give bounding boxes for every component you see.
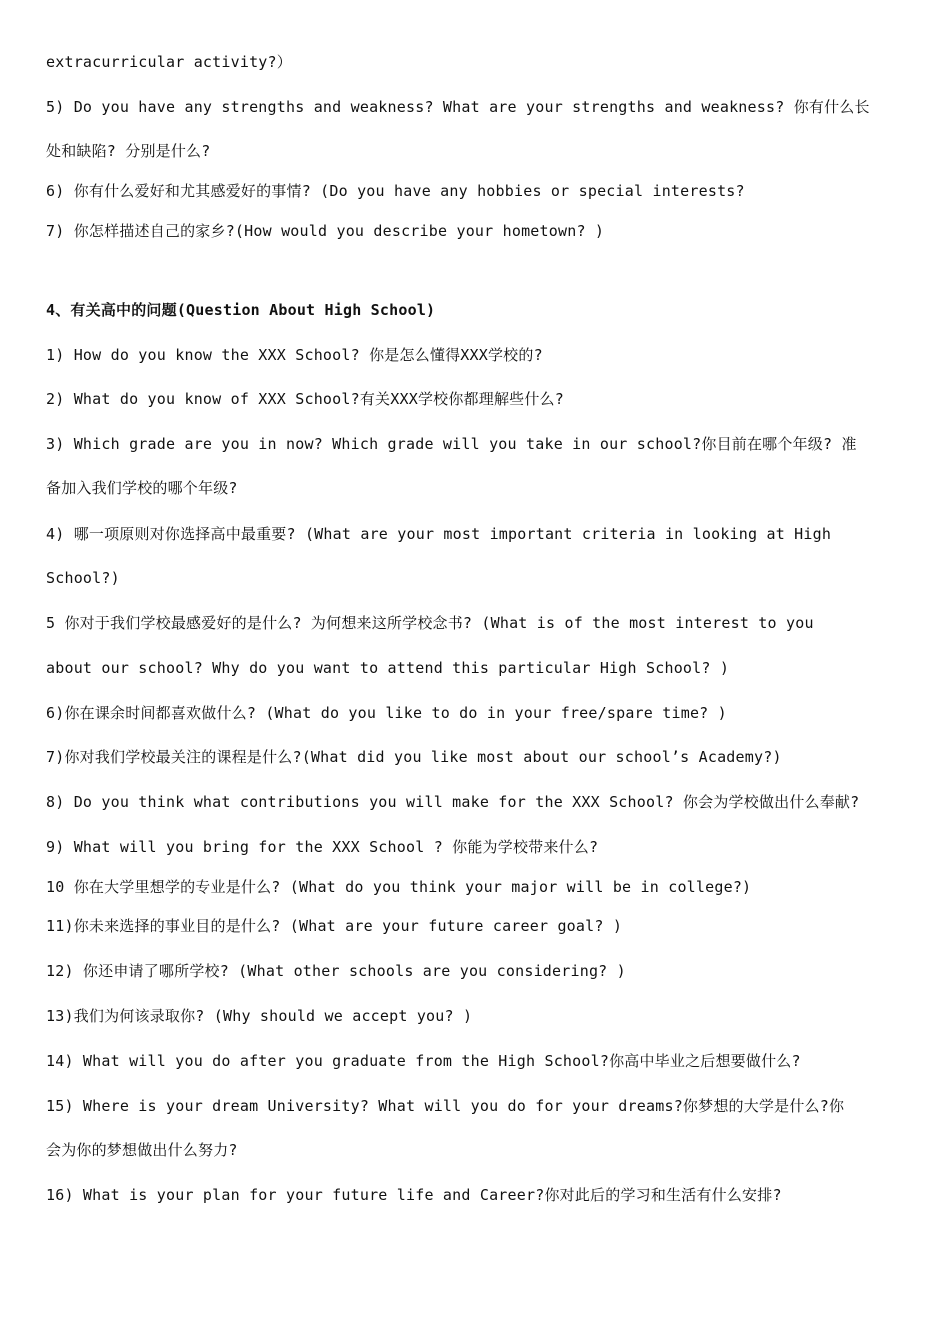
- text-line: 3) Which grade are you in now? Which grade will you take in our school?你目前在哪个年级? 准: [46, 435, 857, 453]
- text-line: 7) 你怎样描述自己的家乡?(How would you describe your hometown? ): [46, 222, 605, 240]
- text-line: School?): [46, 569, 120, 587]
- text-line: 6)你在课余时间都喜欢做什么? (What do you like to do in your free/spare time? ): [46, 704, 727, 722]
- text-line: 6) 你有什么爱好和尤其感爱好的事情? (Do you have any hobbies or special interests?: [46, 182, 745, 200]
- text-line: 5 你对于我们学校最感爱好的是什么? 为何想来这所学校念书? (What is of the most interest to you: [46, 614, 814, 632]
- text-line: 会为你的梦想做出什么努力?: [46, 1141, 238, 1159]
- text-line: 4) 哪一项原则对你选择高中最重要? (What are your most important criteria in looking at High: [46, 525, 832, 543]
- text-line: 10 你在大学里想学的专业是什么? (What do you think your major will be in college?): [46, 878, 752, 896]
- section-heading: 4、有关高中的问题(Question About High School): [46, 301, 436, 319]
- text-line: 9) What will you bring for the XXX School ? 你能为学校带来什么?: [46, 838, 599, 856]
- text-line: 15) Where is your dream University? What will you do for your dreams?你梦想的大学是什么?你: [46, 1097, 845, 1115]
- text-line: 16) What is your plan for your future life and Career?你对此后的学习和生活有什么安排?: [46, 1186, 782, 1204]
- text-line: 7)你对我们学校最关注的课程是什么?(What did you like most about our school’s Academy?): [46, 748, 782, 766]
- text-line: 备加入我们学校的哪个年级?: [46, 479, 238, 497]
- text-line: 处和缺陷? 分别是什么?: [46, 142, 211, 160]
- text-line: 13)我们为何该录取你? (Why should we accept you? ): [46, 1007, 473, 1025]
- text-line: 14) What will you do after you graduate from the High School?你高中毕业之后想要做什么?: [46, 1052, 801, 1070]
- text-line: extracurricular activity?）: [46, 53, 292, 71]
- text-line: 12) 你还申请了哪所学校? (What other schools are you considering? ): [46, 962, 626, 980]
- text-line: 1) How do you know the XXX School? 你是怎么懂得XXX学校的?: [46, 346, 543, 364]
- text-line: 5) Do you have any strengths and weakness? What are your strengths and weakness? 你有什么长: [46, 98, 870, 116]
- text-line: 8) Do you think what contributions you will make for the XXX School? 你会为学校做出什么奉献?: [46, 793, 860, 811]
- text-line: about our school? Why do you want to attend this particular High School? ): [46, 659, 730, 677]
- text-line: 2) What do you know of XXX School?有关XXX学校你都理解些什么?: [46, 390, 564, 408]
- text-line: 11)你未来选择的事业目的是什么? (What are your future career goal? ): [46, 917, 623, 935]
